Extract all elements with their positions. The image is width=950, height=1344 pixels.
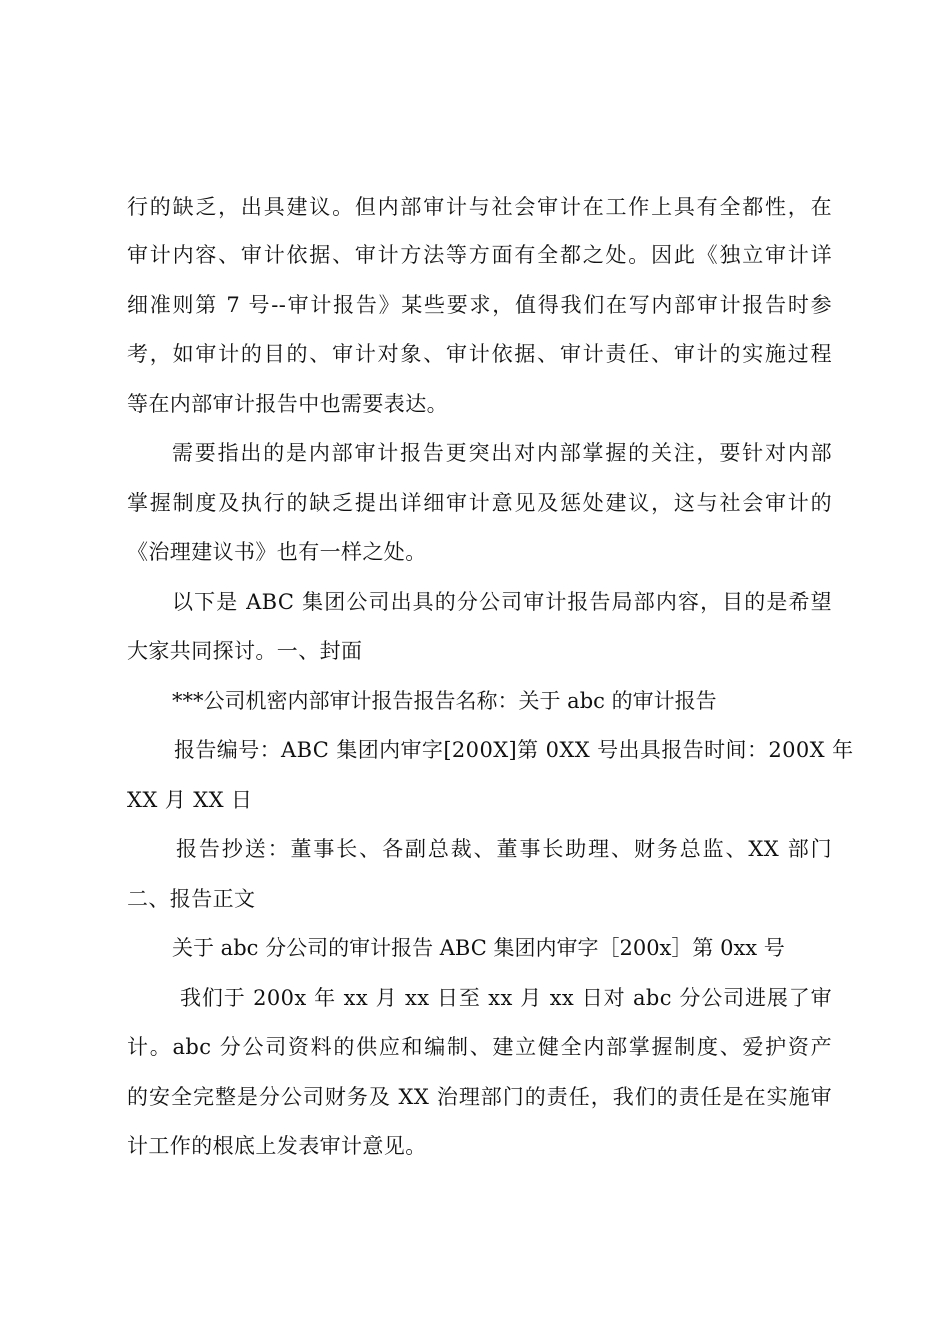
cover-confidential-line: ***公司机密内部审计报告报告名称：关于 abc 的审计报告: [172, 689, 717, 713]
paragraph-line: 行的缺乏，出具建议。但内部审计与社会审计在工作上具有全都性，在: [127, 195, 832, 219]
paragraph-line: 考，如审计的目的、审计对象、审计依据、审计责任、审计的实施过程: [127, 342, 832, 366]
section-heading: 二、报告正文: [127, 887, 256, 911]
report-date-line: XX 月 XX 日: [127, 788, 253, 812]
paragraph-line: 计工作的根底上发表审计意见。: [127, 1134, 427, 1158]
paragraph-line: 细准则第 7 号--审计报告》某些要求，值得我们在写内部审计报告时参: [127, 293, 832, 317]
paragraph-line: 大家共同探讨。一、封面: [127, 639, 363, 663]
paragraph-line: 审计内容、审计依据、审计方法等方面有全都之处。因此《独立审计详: [127, 243, 832, 267]
paragraph-line: 需要指出的是内部审计报告更突出对内部掌握的关注，要针对内部: [172, 441, 832, 465]
report-number-line: 报告编号：ABC 集团内审字[200X]第 0XX 号出具报告时间：200X 年: [174, 738, 854, 762]
paragraph-line: 等在内部审计报告中也需要表达。: [127, 392, 448, 416]
paragraph-line: 以下是 ABC 集团公司出具的分公司审计报告局部内容，目的是希望: [172, 590, 832, 614]
paragraph-line: 掌握制度及执行的缺乏提出详细审计意见及惩处建议，这与社会审计的: [127, 491, 832, 515]
paragraph-line: 我们于 200x 年 xx 月 xx 日至 xx 月 xx 日对 abc 分公司进展了审: [180, 986, 832, 1010]
report-distribution-line: 报告抄送：董事长、各副总裁、董事长助理、财务总监、XX 部门: [176, 837, 832, 861]
paragraph-line: 《治理建议书》也有一样之处。: [127, 540, 427, 564]
paragraph-line: 计。abc 分公司资料的供应和编制、建立健全内部掌握制度、爱护资产: [127, 1035, 832, 1059]
report-title-line: 关于 abc 分公司的审计报告 ABC 集团内审字［200x］第 0xx 号: [172, 936, 785, 960]
paragraph-line: 的安全完整是分公司财务及 XX 治理部门的责任，我们的责任是在实施审: [127, 1085, 832, 1109]
